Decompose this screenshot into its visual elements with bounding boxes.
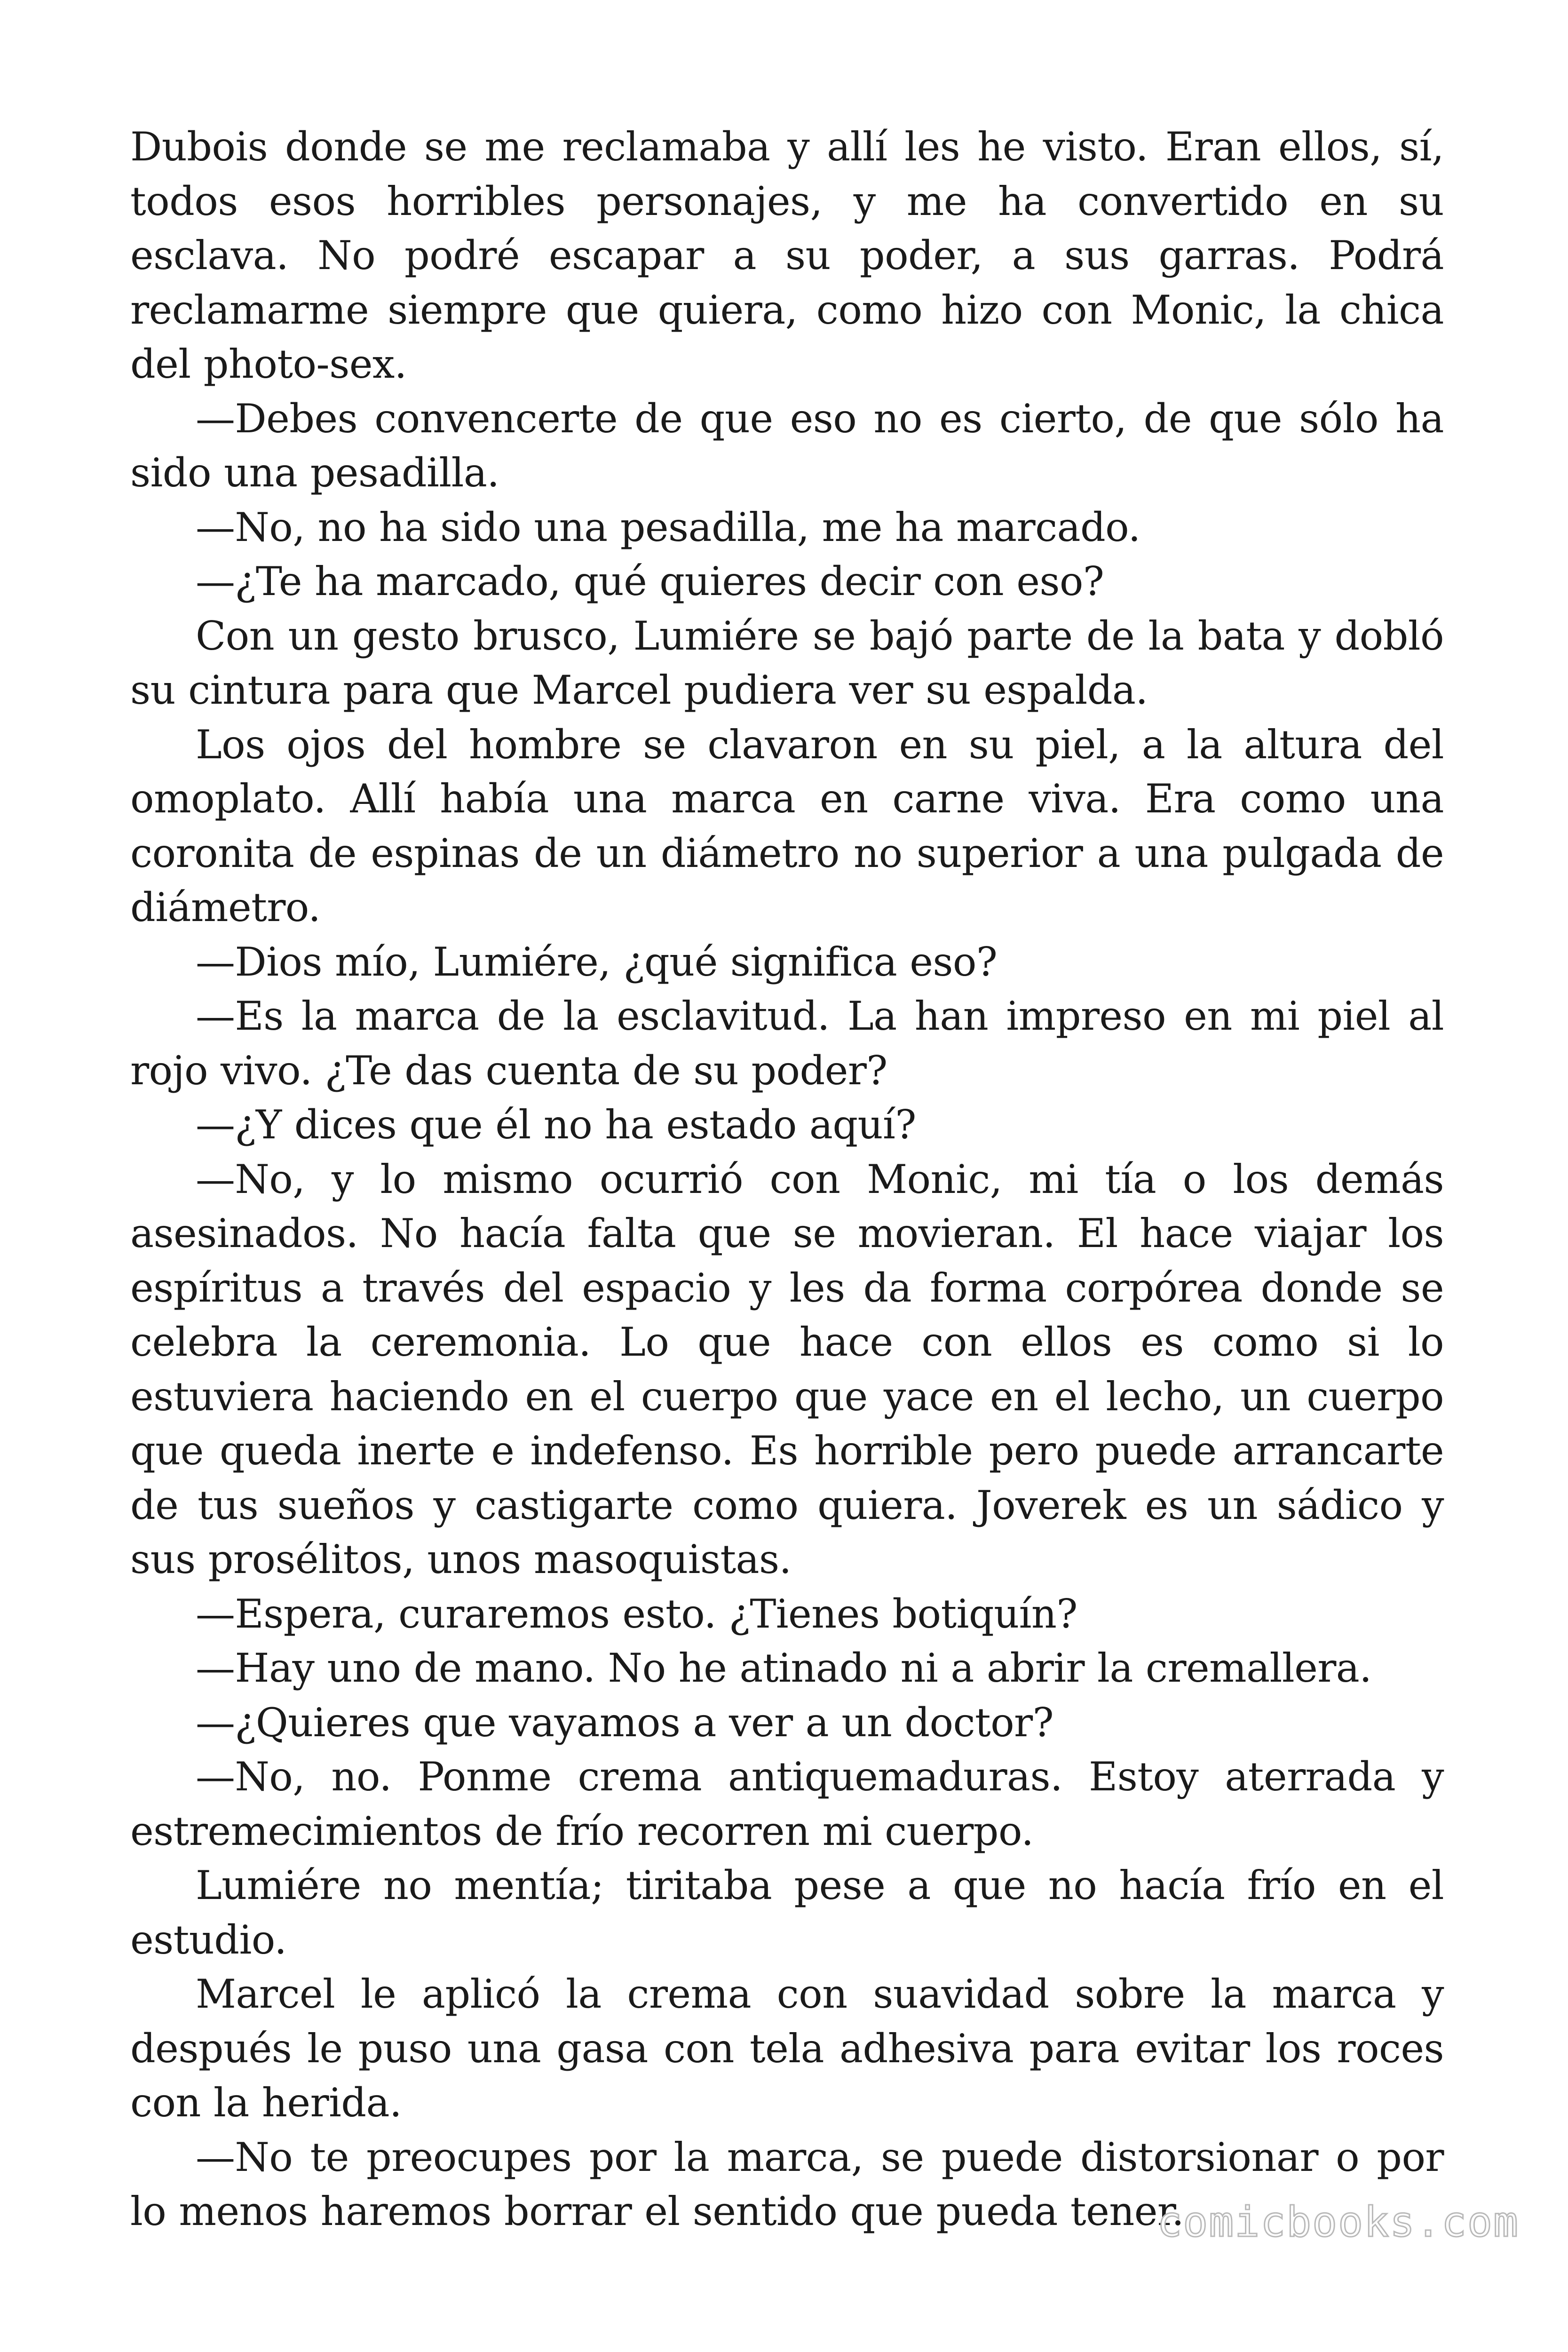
paragraph-11: —Espera, curaremos esto. ¿Tienes botiquín?	[196, 1590, 1077, 1637]
watermark: comicbooks.com	[1157, 2198, 1519, 2246]
paragraph-16: Marcel le aplicó la crema con suavidad sobre la marca y después le puso una gasa con tela adhesiva para evitar los roces con la herida.	[130, 1971, 1444, 2126]
paragraph-12: —Hay uno de mano. No he atinado ni a abrir la cremallera.	[196, 1645, 1372, 1691]
paragraph-4: —¿Te ha marcado, qué quieres decir con eso?	[196, 558, 1104, 604]
paragraph-15: Lumiére no mentía; tiritaba pese a que no hacía frío en el estudio.	[130, 1862, 1444, 1963]
paragraph-3: —No, no ha sido una pesadilla, me ha marcado.	[196, 504, 1140, 550]
paragraph-8: —Es la marca de la esclavitud. La han impreso en mi piel al rojo vivo. ¿Te das cuenta de su poder?	[130, 993, 1444, 1094]
paragraph-5: Con un gesto brusco, Lumiére se bajó parte de la bata y dobló su cintura para que Marcel pudiera ver su espalda.	[130, 612, 1444, 713]
paragraph-17: —No te preocupes por la marca, se puede distorsionar o por lo menos haremos borrar el sentido que pueda tener.	[130, 2134, 1444, 2234]
paragraph-6: Los ojos del hombre se clavaron en su piel, a la altura del omoplato. Allí había una marca en carne viva. Era como una coronita de espinas de un diámetro no superior a una pulgada de diámetro.	[130, 721, 1444, 930]
paragraph-9: —¿Y dices que él no ha estado aquí?	[196, 1102, 916, 1148]
paragraph-7: —Dios mío, Lumiére, ¿qué significa eso?	[196, 938, 998, 985]
paragraph-13: —¿Quieres que vayamos a ver a un doctor?	[196, 1699, 1054, 1746]
paragraph-2: —Debes convencerte de que eso no es cierto, de que sólo ha sido una pesadilla.	[130, 395, 1444, 496]
paragraph-10: —No, y lo mismo ocurrió con Monic, mi tía o los demás asesinados. No hacía falta que se movieran. El hace viajar los espíritus a través del espacio y les da forma corpórea donde se celebra la ceremonia. Lo que hace con ellos es como si lo estuviera haciendo en el cuerpo que yace en el lecho, un cuerpo que queda inerte e indefenso. Es horrible pero puede arrancarte de tus sueños y castigarte como quiera. Joverek es un sádico y sus prosélitos, unos masoquistas.	[130, 1156, 1444, 1582]
paragraph-1: Dubois donde se me reclamaba y allí les he visto. Eran ellos, sí, todos esos horribles personajes, y me ha convertido en su esclava. No podré escapar a su poder, a sus garras. Podrá reclamarme siempre que quiera, como hizo con Monic, la chica del photo-sex.	[130, 124, 1444, 387]
paragraph-14: —No, no. Ponme crema antiquemaduras. Estoy aterrada y estremecimientos de frío recorren mi cuerpo.	[130, 1754, 1444, 1854]
page-text	[130, 120, 1444, 2239]
